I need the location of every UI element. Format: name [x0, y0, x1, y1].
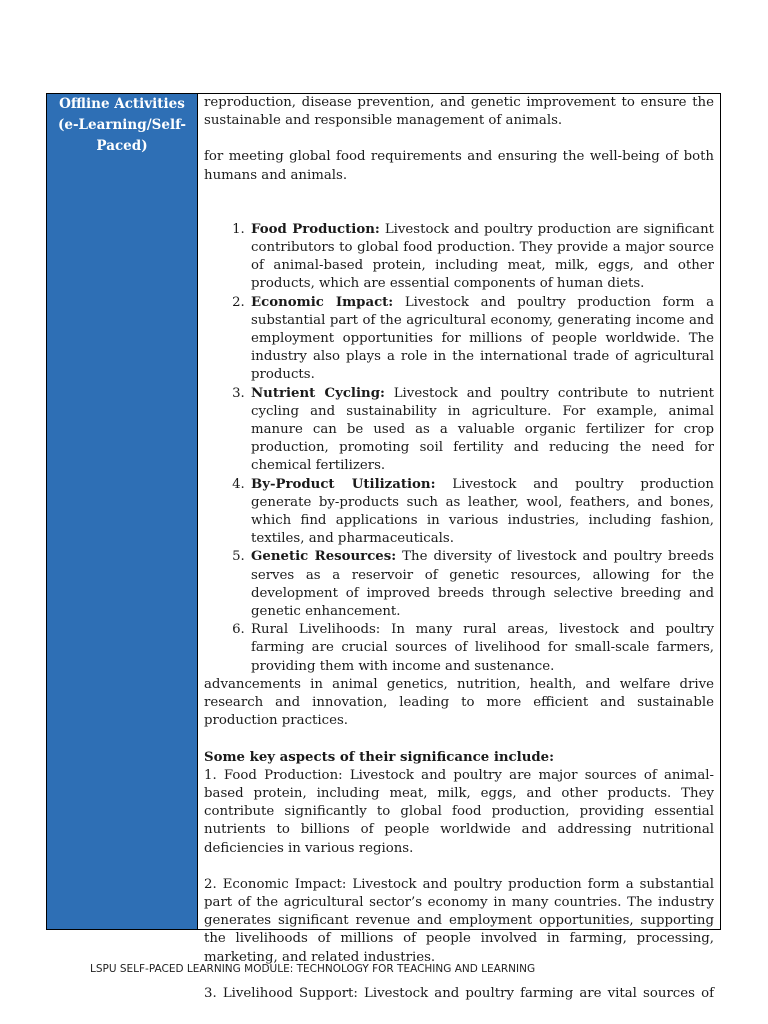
list-item-text: Livestock and poultry production are significant contributors to global food production. They provide a major source of animal-based protein, including meat, milk, eggs, and other products, which are essential components of human diets. [251, 221, 715, 292]
significance-list [204, 221, 714, 676]
list-item-text: Livestock and poultry contribute to nutrient cycling and sustainability in agriculture. For example, animal manure can be used as a valuable organic fertilizer for crop production, promoting soil fertility and reducing the need for chemical fertilizers. [251, 385, 714, 474]
list-item-text: Livestock and poultry production generate by-products such as leather, wool, feathers, and bones, which find applications in various industries, including fashion, textiles, and pharmaceuticals. [251, 476, 714, 547]
paragraph-5: 2. Economic Impact: Livestock and poultry production form a substantial part of the agricultural sector’s economy in many countries. The industry generates significant revenue and employment opportunities, supporting the livelihoods of millions of people involved in farming, processing, marketing, and related industries. [204, 876, 714, 965]
page-footer: LSPU SELF-PACED LEARNING MODULE: TECHNOLOGY FOR TEACHING AND LEARNING [90, 963, 536, 975]
paragraph-4: 1. Food Production: Livestock and poultry are major sources of animal-based protein, including meat, milk, eggs, and other products. They contribute significantly to global food production, providing essential nutrients to billions of people worldwide and addressing nutritional deficiencies in various regions. [204, 767, 714, 856]
list-item-text: The diversity of livestock and poultry breeds serves as a reservoir of genetic resources, allowing for the development of improved breeds through selective breeding and genetic enhancement. [251, 549, 714, 620]
list-item [249, 621, 714, 676]
section-label-line-1: Offline Activities [59, 96, 185, 112]
section-label-cell [47, 94, 198, 929]
list-item-text: Livestock and poultry production form a substantial part of the agricultural economy, generating income and employment opportunities for millions of people worldwide. The industry also plays a role in the international trade of agricultural products. [251, 294, 714, 383]
list-item-title: Economic Impact: [251, 294, 394, 310]
section-label-line-2: (e-Learning/Self- [57, 117, 187, 133]
list-item [249, 476, 714, 549]
paragraph-2: for meeting global food requirements and ensuring the well-being of both humans and animals. [204, 149, 714, 183]
list-item [249, 294, 714, 385]
list-item [249, 385, 714, 476]
list-item [249, 548, 714, 621]
list-item-title: Nutrient Cycling: [251, 385, 385, 401]
list-item-title: Genetic Resources: [251, 549, 397, 565]
paragraph-6: 3. Livelihood Support: Livestock and poultry farming are vital sources of [204, 985, 714, 1001]
section-heading: Some key aspects of their significance include: [204, 749, 555, 765]
list-item [249, 221, 714, 294]
paragraph-1: reproduction, disease prevention, and genetic improvement to ensure the sustainable and responsible management of animals. [204, 95, 714, 129]
section-label-line-3: Paced) [96, 138, 148, 154]
list-item-title: By-Product Utilization: [251, 476, 436, 492]
paragraph-3: advancements in animal genetics, nutrition, health, and welfare drive research and innovation, leading to more efficient and sustainable production practices. [204, 676, 714, 729]
list-item-title: Food Production: [251, 221, 380, 237]
list-item-text: Rural Livelihoods: In many rural areas, livestock and poultry farming are crucial sources of livelihood for small-scale farmers, providing them with income and sustenance. [251, 622, 714, 674]
